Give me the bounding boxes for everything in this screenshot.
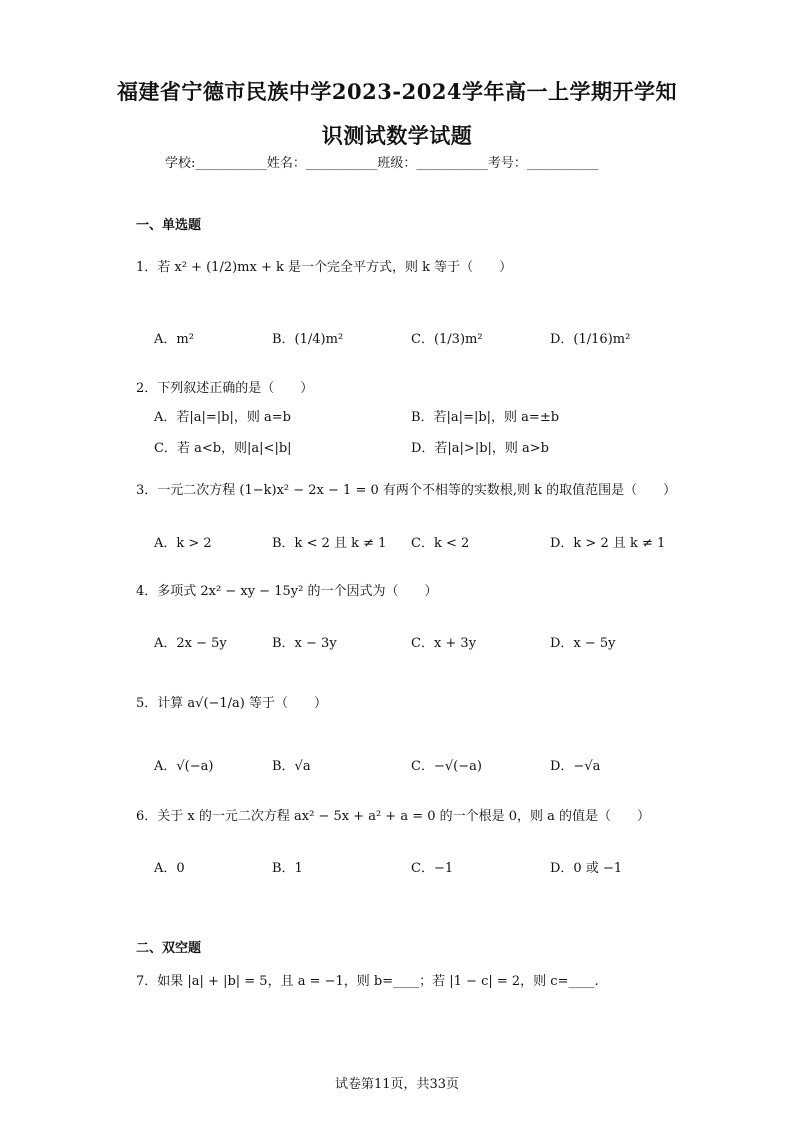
question-5-option-c: C．−√(−a): [411, 759, 482, 774]
question-1-option-c: C．(1/3)m²: [411, 332, 483, 347]
question-4-option-d: D．x − 5y: [550, 636, 616, 651]
question-6-option-c: C．−1: [411, 861, 454, 876]
question-4-text: 4．多项式 2x² − xy − 15y² 的一个因式为（ ）: [136, 584, 438, 599]
page-footer: 试卷第11页，共33页: [334, 1077, 460, 1092]
question-1-option-b: B．(1/4)m²: [272, 332, 344, 347]
question-4-option-b: B．x − 3y: [272, 636, 337, 651]
question-4-option-a: A．2x − 5y: [154, 636, 227, 651]
question-1-text: 1．若 x² + (1/2)mx + k 是一个完全平方式，则 k 等于（ ）: [136, 260, 513, 275]
exam-title-line-1: 福建省宁德市民族中学2023-2024学年高一上学期开学知: [116, 79, 678, 104]
question-3-option-b: B．k < 2 且 k ≠ 1: [272, 536, 387, 551]
question-1-option-a: A．m²: [154, 332, 194, 347]
question-5-option-d: D．−√a: [550, 759, 601, 774]
section-heading-single-choice: 一、单选题: [136, 218, 202, 233]
question-6-option-b: B．1: [272, 861, 303, 876]
question-3-option-a: A．k > 2: [154, 536, 212, 551]
question-2-text: 2．下列叙述正确的是（ ）: [136, 381, 314, 396]
question-5-text: 5．计算 a√(−1/a) 等于（ ）: [136, 696, 328, 711]
question-4-option-c: C．x + 3y: [411, 636, 477, 651]
exam-title-line-2: 识测试数学试题: [321, 123, 473, 148]
question-6-text: 6．关于 x 的一元二次方程 ax² − 5x + a² + a = 0 的一个根是 0，则 a 的值是（ ）: [136, 809, 651, 824]
question-3-option-d: D．k > 2 且 k ≠ 1: [550, 536, 666, 551]
question-2-option-c: C．若 a<b，则|a|<|b|: [154, 441, 292, 456]
section-heading-double-blank: 二、双空题: [136, 941, 202, 956]
question-3-text: 3．一元二次方程 (1−k)x² − 2x − 1 = 0 有两个不相等的实数根,则 k 的取值范围是（ ）: [136, 483, 677, 498]
question-7-text: 7．如果 |a| + |b| = 5，且 a = −1，则 b=____；若 |1 − c| = 2，则 c=____.: [136, 974, 599, 989]
question-5-option-a: A．√(−a): [154, 759, 214, 774]
question-5-option-b: B．√a: [272, 759, 311, 774]
question-2-option-d: D．若|a|>|b|，则 a>b: [411, 441, 550, 456]
question-6-option-a: A．0: [154, 861, 185, 876]
question-2-option-b: B．若|a|=|b|，则 a=±b: [411, 410, 560, 425]
question-3-option-c: C．k < 2: [411, 536, 470, 551]
question-1-option-d: D．(1/16)m²: [550, 332, 631, 347]
question-6-option-d: D．0 或 −1: [550, 861, 623, 876]
student-info-line: 学校:___________姓名：___________班级：___________考号：___________: [165, 156, 599, 171]
question-2-option-a: A．若|a|=|b|，则 a=b: [154, 410, 291, 425]
